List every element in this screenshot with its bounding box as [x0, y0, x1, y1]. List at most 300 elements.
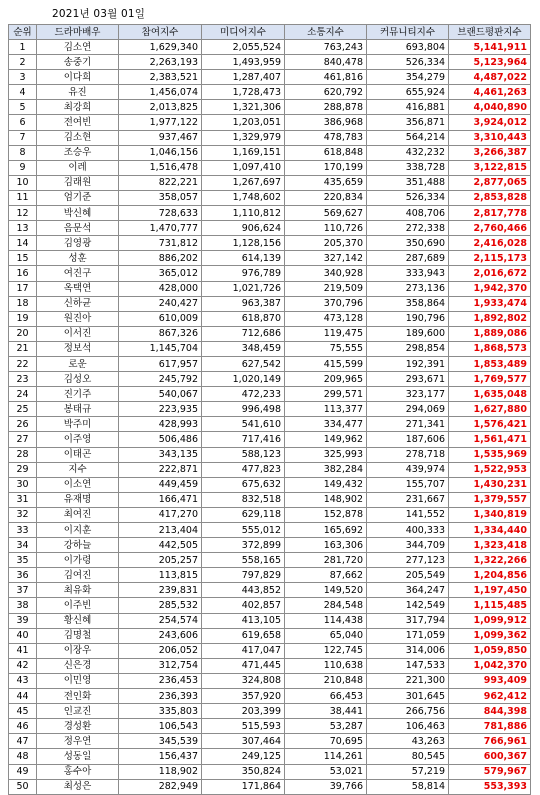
participation-cell: 213,404 — [119, 523, 202, 538]
rank-cell: 26 — [9, 417, 37, 432]
table-row — [9, 281, 531, 296]
brand-index-cell: 1,323,418 — [449, 538, 531, 553]
table-row — [9, 689, 531, 704]
community-cell: 338,728 — [367, 160, 449, 175]
participation-cell: 285,532 — [119, 598, 202, 613]
actor-name-cell: 로운 — [37, 356, 119, 371]
media-cell: 324,808 — [202, 673, 285, 688]
brand-index-cell: 1,933,474 — [449, 296, 531, 311]
brand-index-cell: 993,409 — [449, 673, 531, 688]
media-cell: 797,829 — [202, 568, 285, 583]
brand-index-cell: 1,099,362 — [449, 628, 531, 643]
communication-cell: 39,766 — [285, 779, 367, 794]
actor-name-cell: 최강희 — [37, 100, 119, 115]
communication-cell: 114,261 — [285, 749, 367, 764]
community-cell: 278,718 — [367, 447, 449, 462]
community-cell: 58,814 — [367, 779, 449, 794]
media-cell: 627,542 — [202, 356, 285, 371]
participation-cell: 236,453 — [119, 673, 202, 688]
rank-cell: 43 — [9, 673, 37, 688]
communication-cell: 38,441 — [285, 704, 367, 719]
media-cell: 1,110,812 — [202, 206, 285, 221]
brand-index-cell: 1,322,266 — [449, 553, 531, 568]
rank-cell: 45 — [9, 704, 37, 719]
media-cell: 996,498 — [202, 402, 285, 417]
table-row — [9, 658, 531, 673]
actor-name-cell: 조승우 — [37, 145, 119, 160]
rank-cell: 32 — [9, 507, 37, 522]
actor-name-cell: 이태곤 — [37, 447, 119, 462]
communication-cell: 65,040 — [285, 628, 367, 643]
actor-name-cell: 전인화 — [37, 689, 119, 704]
rank-cell: 2 — [9, 55, 37, 70]
actor-name-cell: 봉태규 — [37, 402, 119, 417]
communication-cell: 618,848 — [285, 145, 367, 160]
table-row — [9, 40, 531, 55]
table-row — [9, 145, 531, 160]
brand-index-cell: 1,059,850 — [449, 643, 531, 658]
communication-cell: 210,848 — [285, 673, 367, 688]
participation-cell: 343,135 — [119, 447, 202, 462]
brand-index-cell: 1,099,912 — [449, 613, 531, 628]
table-row — [9, 311, 531, 326]
rank-cell: 28 — [9, 447, 37, 462]
brand-index-cell: 1,853,489 — [449, 356, 531, 371]
ranking-table — [8, 24, 531, 795]
community-cell: 142,549 — [367, 598, 449, 613]
header-media-index: 미디어지수 — [202, 25, 285, 40]
brand-index-cell: 5,141,911 — [449, 40, 531, 55]
communication-cell: 840,478 — [285, 55, 367, 70]
communication-cell: 334,477 — [285, 417, 367, 432]
table-row — [9, 115, 531, 130]
table-row — [9, 326, 531, 341]
actor-name-cell: 이레 — [37, 160, 119, 175]
rank-cell: 20 — [9, 326, 37, 341]
brand-index-cell: 5,123,964 — [449, 55, 531, 70]
header-brand-reputation-index: 브랜드평판지수 — [449, 25, 531, 40]
community-cell: 287,689 — [367, 251, 449, 266]
brand-index-cell: 1,942,370 — [449, 281, 531, 296]
rank-cell: 5 — [9, 100, 37, 115]
table-row — [9, 477, 531, 492]
rank-cell: 11 — [9, 190, 37, 205]
participation-cell: 731,812 — [119, 236, 202, 251]
communication-cell: 149,962 — [285, 432, 367, 447]
media-cell: 471,445 — [202, 658, 285, 673]
participation-cell: 240,427 — [119, 296, 202, 311]
communication-cell: 205,370 — [285, 236, 367, 251]
actor-name-cell: 김성오 — [37, 372, 119, 387]
media-cell: 1,020,149 — [202, 372, 285, 387]
rank-cell: 17 — [9, 281, 37, 296]
media-cell: 1,128,156 — [202, 236, 285, 251]
participation-cell: 1,977,122 — [119, 115, 202, 130]
participation-cell: 2,263,193 — [119, 55, 202, 70]
table-row — [9, 673, 531, 688]
community-cell: 354,279 — [367, 70, 449, 85]
table-row — [9, 704, 531, 719]
actor-name-cell: 정우연 — [37, 734, 119, 749]
community-cell: 400,333 — [367, 523, 449, 538]
rank-cell: 13 — [9, 221, 37, 236]
media-cell: 443,852 — [202, 583, 285, 598]
table-row — [9, 70, 531, 85]
communication-cell: 299,571 — [285, 387, 367, 402]
participation-cell: 728,633 — [119, 206, 202, 221]
rank-cell: 23 — [9, 372, 37, 387]
table-row — [9, 613, 531, 628]
rank-cell: 49 — [9, 764, 37, 779]
media-cell: 618,870 — [202, 311, 285, 326]
communication-cell: 110,726 — [285, 221, 367, 236]
rank-cell: 35 — [9, 553, 37, 568]
brand-index-cell: 579,967 — [449, 764, 531, 779]
rank-cell: 36 — [9, 568, 37, 583]
community-cell: 655,924 — [367, 85, 449, 100]
community-cell: 187,606 — [367, 432, 449, 447]
community-cell: 272,338 — [367, 221, 449, 236]
media-cell: 472,233 — [202, 387, 285, 402]
actor-name-cell: 신은경 — [37, 658, 119, 673]
table-row — [9, 734, 531, 749]
media-cell: 307,464 — [202, 734, 285, 749]
rank-cell: 14 — [9, 236, 37, 251]
rank-cell: 8 — [9, 145, 37, 160]
communication-cell: 386,968 — [285, 115, 367, 130]
header-rank: 순위 — [9, 25, 37, 40]
table-row — [9, 266, 531, 281]
community-cell: 231,667 — [367, 492, 449, 507]
participation-cell: 2,013,825 — [119, 100, 202, 115]
actor-name-cell: 이주빈 — [37, 598, 119, 613]
community-cell: 271,341 — [367, 417, 449, 432]
communication-cell: 110,638 — [285, 658, 367, 673]
brand-index-cell: 2,016,672 — [449, 266, 531, 281]
community-cell: 155,707 — [367, 477, 449, 492]
actor-name-cell: 홍수아 — [37, 764, 119, 779]
participation-cell: 113,815 — [119, 568, 202, 583]
table-row — [9, 387, 531, 402]
community-cell: 333,943 — [367, 266, 449, 281]
table-row — [9, 160, 531, 175]
brand-index-cell: 1,635,048 — [449, 387, 531, 402]
brand-index-cell: 1,042,370 — [449, 658, 531, 673]
table-row — [9, 372, 531, 387]
actor-name-cell: 여진구 — [37, 266, 119, 281]
brand-index-cell: 1,197,450 — [449, 583, 531, 598]
community-cell: 294,069 — [367, 402, 449, 417]
communication-cell: 569,627 — [285, 206, 367, 221]
community-cell: 432,232 — [367, 145, 449, 160]
communication-cell: 114,438 — [285, 613, 367, 628]
actor-name-cell: 김소현 — [37, 130, 119, 145]
media-cell: 675,632 — [202, 477, 285, 492]
communication-cell: 53,021 — [285, 764, 367, 779]
participation-cell: 617,957 — [119, 356, 202, 371]
rank-cell: 1 — [9, 40, 37, 55]
communication-cell: 620,792 — [285, 85, 367, 100]
participation-cell: 1,516,478 — [119, 160, 202, 175]
rank-cell: 7 — [9, 130, 37, 145]
communication-cell: 763,243 — [285, 40, 367, 55]
header-communication-index: 소통지수 — [285, 25, 367, 40]
table-body — [9, 40, 531, 795]
media-cell: 558,165 — [202, 553, 285, 568]
rank-cell: 15 — [9, 251, 37, 266]
brand-index-cell: 962,412 — [449, 689, 531, 704]
communication-cell: 163,306 — [285, 538, 367, 553]
communication-cell: 165,692 — [285, 523, 367, 538]
rank-cell: 25 — [9, 402, 37, 417]
rank-cell: 47 — [9, 734, 37, 749]
participation-cell: 428,000 — [119, 281, 202, 296]
participation-cell: 417,270 — [119, 507, 202, 522]
brand-index-cell: 4,461,263 — [449, 85, 531, 100]
actor-name-cell: 유재명 — [37, 492, 119, 507]
rank-cell: 48 — [9, 749, 37, 764]
communication-cell: 340,928 — [285, 266, 367, 281]
communication-cell: 435,659 — [285, 175, 367, 190]
community-cell: 141,552 — [367, 507, 449, 522]
community-cell: 351,488 — [367, 175, 449, 190]
participation-cell: 312,754 — [119, 658, 202, 673]
community-cell: 273,136 — [367, 281, 449, 296]
media-cell: 2,055,524 — [202, 40, 285, 55]
brand-index-cell: 2,817,778 — [449, 206, 531, 221]
media-cell: 1,329,979 — [202, 130, 285, 145]
media-cell: 614,139 — [202, 251, 285, 266]
table-row — [9, 523, 531, 538]
media-cell: 629,118 — [202, 507, 285, 522]
participation-cell: 442,505 — [119, 538, 202, 553]
communication-cell: 148,902 — [285, 492, 367, 507]
community-cell: 416,881 — [367, 100, 449, 115]
participation-cell: 205,257 — [119, 553, 202, 568]
media-cell: 1,169,151 — [202, 145, 285, 160]
communication-cell: 284,548 — [285, 598, 367, 613]
communication-cell: 87,662 — [285, 568, 367, 583]
communication-cell: 149,520 — [285, 583, 367, 598]
community-cell: 80,545 — [367, 749, 449, 764]
communication-cell: 473,128 — [285, 311, 367, 326]
rank-cell: 27 — [9, 432, 37, 447]
brand-index-cell: 781,886 — [449, 719, 531, 734]
table-row — [9, 643, 531, 658]
communication-cell: 122,745 — [285, 643, 367, 658]
actor-name-cell: 이소연 — [37, 477, 119, 492]
participation-cell: 223,935 — [119, 402, 202, 417]
rank-cell: 30 — [9, 477, 37, 492]
rank-cell: 24 — [9, 387, 37, 402]
community-cell: 147,533 — [367, 658, 449, 673]
community-cell: 526,334 — [367, 190, 449, 205]
table-row — [9, 356, 531, 371]
community-cell: 564,214 — [367, 130, 449, 145]
table-row — [9, 341, 531, 356]
media-cell: 249,125 — [202, 749, 285, 764]
table-row — [9, 432, 531, 447]
actor-name-cell: 이장우 — [37, 643, 119, 658]
rank-cell: 21 — [9, 341, 37, 356]
media-cell: 832,518 — [202, 492, 285, 507]
community-cell: 205,549 — [367, 568, 449, 583]
actor-name-cell: 신하균 — [37, 296, 119, 311]
table-row — [9, 719, 531, 734]
actor-name-cell: 황신혜 — [37, 613, 119, 628]
table-row — [9, 598, 531, 613]
rank-cell: 10 — [9, 175, 37, 190]
brand-index-cell: 3,924,012 — [449, 115, 531, 130]
actor-name-cell: 이다희 — [37, 70, 119, 85]
community-cell: 344,709 — [367, 538, 449, 553]
media-cell: 541,610 — [202, 417, 285, 432]
community-cell: 350,690 — [367, 236, 449, 251]
media-cell: 171,864 — [202, 779, 285, 794]
brand-index-cell: 3,310,443 — [449, 130, 531, 145]
communication-cell: 219,509 — [285, 281, 367, 296]
participation-cell: 239,831 — [119, 583, 202, 598]
rank-cell: 41 — [9, 643, 37, 658]
media-cell: 477,823 — [202, 462, 285, 477]
report-date: 2021년 03월 01일 — [52, 8, 146, 20]
brand-index-cell: 4,487,022 — [449, 70, 531, 85]
community-cell: 277,123 — [367, 553, 449, 568]
table-row — [9, 402, 531, 417]
actor-name-cell: 김래원 — [37, 175, 119, 190]
brand-index-cell: 2,416,028 — [449, 236, 531, 251]
table-row — [9, 55, 531, 70]
table-row — [9, 175, 531, 190]
actor-name-cell: 인교진 — [37, 704, 119, 719]
community-cell: 43,263 — [367, 734, 449, 749]
table-row — [9, 568, 531, 583]
rank-cell: 3 — [9, 70, 37, 85]
participation-cell: 886,202 — [119, 251, 202, 266]
actor-name-cell: 최여진 — [37, 507, 119, 522]
actor-name-cell: 강하늘 — [37, 538, 119, 553]
participation-cell: 1,046,156 — [119, 145, 202, 160]
community-cell: 171,059 — [367, 628, 449, 643]
table-row — [9, 583, 531, 598]
actor-name-cell: 정보석 — [37, 341, 119, 356]
participation-cell: 506,486 — [119, 432, 202, 447]
community-cell: 298,854 — [367, 341, 449, 356]
communication-cell: 149,432 — [285, 477, 367, 492]
participation-cell: 156,437 — [119, 749, 202, 764]
media-cell: 413,105 — [202, 613, 285, 628]
table-row — [9, 492, 531, 507]
community-cell: 317,794 — [367, 613, 449, 628]
communication-cell: 113,377 — [285, 402, 367, 417]
participation-cell: 449,459 — [119, 477, 202, 492]
table-row — [9, 221, 531, 236]
rank-cell: 9 — [9, 160, 37, 175]
media-cell: 619,658 — [202, 628, 285, 643]
communication-cell: 327,142 — [285, 251, 367, 266]
actor-name-cell: 최성은 — [37, 779, 119, 794]
rank-cell: 33 — [9, 523, 37, 538]
table-row — [9, 779, 531, 794]
brand-index-cell: 4,040,890 — [449, 100, 531, 115]
community-cell: 439,974 — [367, 462, 449, 477]
table-row — [9, 507, 531, 522]
communication-cell: 370,796 — [285, 296, 367, 311]
rank-cell: 22 — [9, 356, 37, 371]
community-cell: 408,706 — [367, 206, 449, 221]
participation-cell: 2,383,521 — [119, 70, 202, 85]
communication-cell: 75,555 — [285, 341, 367, 356]
actor-name-cell: 김영광 — [37, 236, 119, 251]
brand-index-cell: 1,892,802 — [449, 311, 531, 326]
community-cell: 526,334 — [367, 55, 449, 70]
participation-cell: 222,871 — [119, 462, 202, 477]
communication-cell: 66,453 — [285, 689, 367, 704]
media-cell: 1,203,051 — [202, 115, 285, 130]
participation-cell: 822,221 — [119, 175, 202, 190]
rank-cell: 50 — [9, 779, 37, 794]
communication-cell: 53,287 — [285, 719, 367, 734]
actor-name-cell: 지수 — [37, 462, 119, 477]
rank-cell: 40 — [9, 628, 37, 643]
actor-name-cell: 이민영 — [37, 673, 119, 688]
participation-cell: 166,471 — [119, 492, 202, 507]
brand-index-cell: 1,430,231 — [449, 477, 531, 492]
media-cell: 717,416 — [202, 432, 285, 447]
community-cell: 323,177 — [367, 387, 449, 402]
media-cell: 1,021,726 — [202, 281, 285, 296]
participation-cell: 867,326 — [119, 326, 202, 341]
rank-cell: 12 — [9, 206, 37, 221]
communication-cell: 170,199 — [285, 160, 367, 175]
brand-index-cell: 3,266,387 — [449, 145, 531, 160]
brand-index-cell: 3,122,815 — [449, 160, 531, 175]
participation-cell: 206,052 — [119, 643, 202, 658]
community-cell: 221,300 — [367, 673, 449, 688]
brand-index-cell: 1,340,819 — [449, 507, 531, 522]
actor-name-cell: 이지훈 — [37, 523, 119, 538]
participation-cell: 345,539 — [119, 734, 202, 749]
actor-name-cell: 유진 — [37, 85, 119, 100]
participation-cell: 335,803 — [119, 704, 202, 719]
communication-cell: 382,284 — [285, 462, 367, 477]
media-cell: 372,899 — [202, 538, 285, 553]
brand-index-cell: 2,760,466 — [449, 221, 531, 236]
brand-index-cell: 600,367 — [449, 749, 531, 764]
communication-cell: 461,816 — [285, 70, 367, 85]
table-row — [9, 417, 531, 432]
actor-name-cell: 박신혜 — [37, 206, 119, 221]
community-cell: 106,463 — [367, 719, 449, 734]
media-cell: 350,824 — [202, 764, 285, 779]
community-cell: 314,006 — [367, 643, 449, 658]
actor-name-cell: 김명철 — [37, 628, 119, 643]
actor-name-cell: 옥택연 — [37, 281, 119, 296]
communication-cell: 119,475 — [285, 326, 367, 341]
brand-index-cell: 1,868,573 — [449, 341, 531, 356]
media-cell: 203,399 — [202, 704, 285, 719]
actor-name-cell: 전여빈 — [37, 115, 119, 130]
actor-name-cell: 이서진 — [37, 326, 119, 341]
rank-cell: 34 — [9, 538, 37, 553]
communication-cell: 220,834 — [285, 190, 367, 205]
actor-name-cell: 경성환 — [37, 719, 119, 734]
community-cell: 358,864 — [367, 296, 449, 311]
participation-cell: 428,993 — [119, 417, 202, 432]
community-cell: 190,796 — [367, 311, 449, 326]
table-row — [9, 628, 531, 643]
table-row — [9, 130, 531, 145]
